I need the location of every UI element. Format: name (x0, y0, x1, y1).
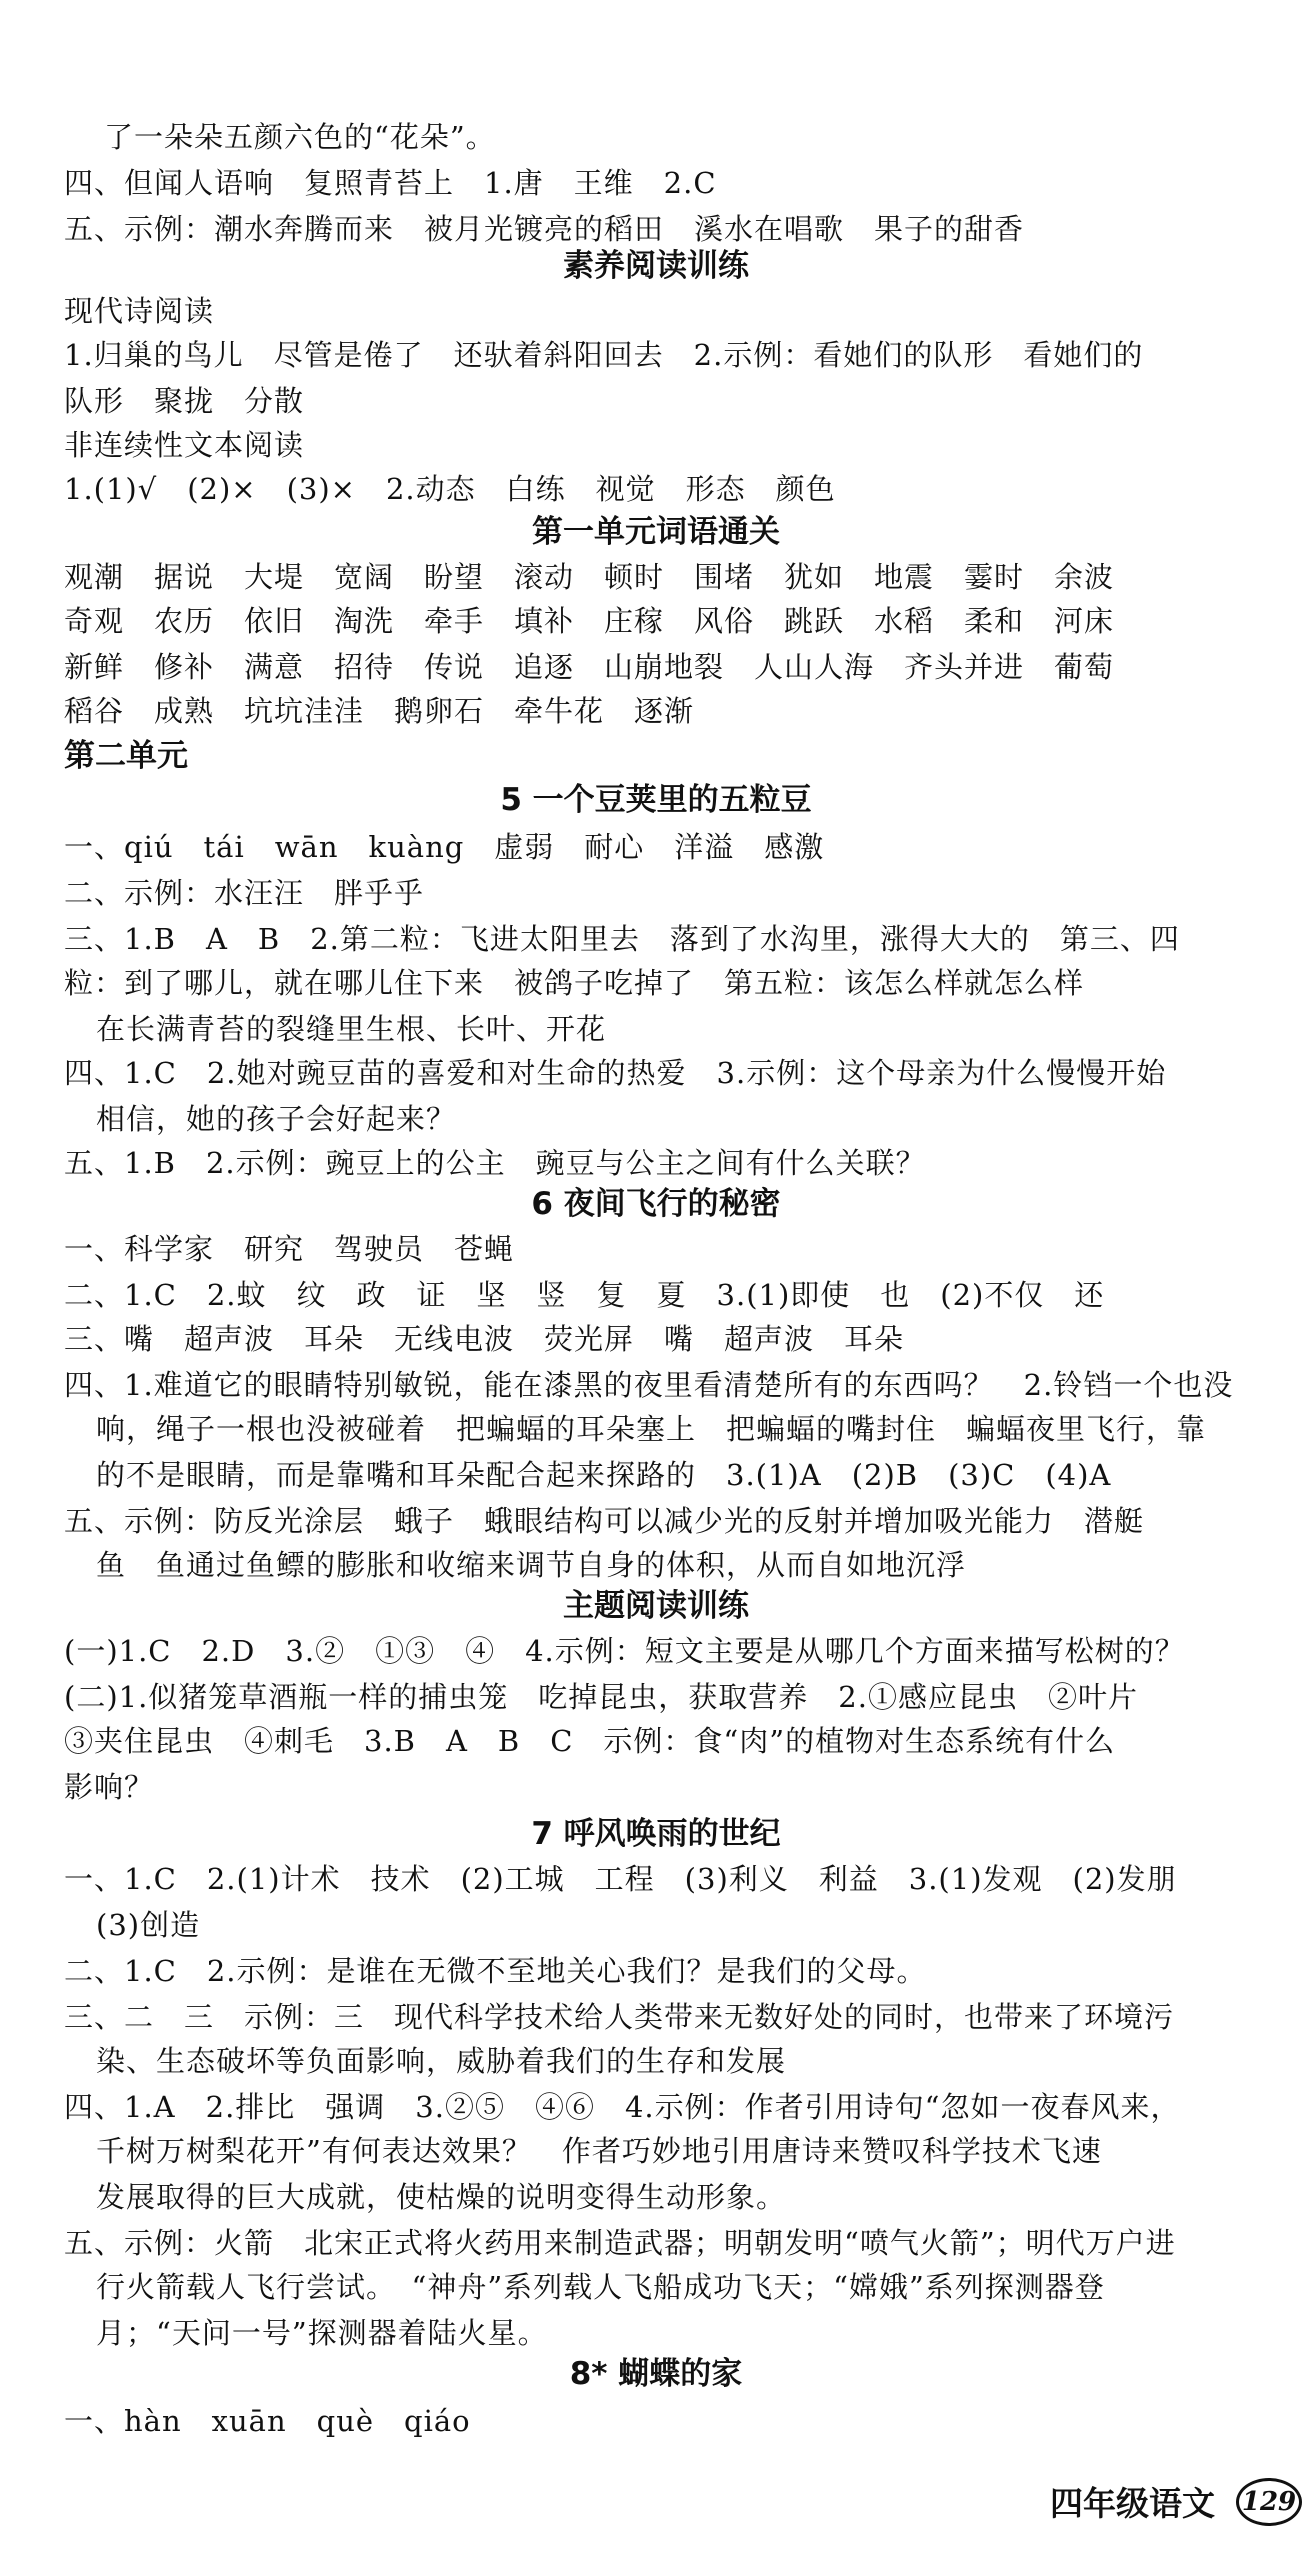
text-line: 响，绳子一根也没被碰着 把蝙蝠的耳朵塞上 把蝙蝠的嘴封住 蝙蝠夜里飞行，靠 (96, 1412, 1207, 1446)
text-line: 的不是眼睛，而是靠嘴和耳朵配合起来探路的 3.(1)A (2)B (3)C (4)A (96, 1458, 1112, 1492)
page-number: 129 (1241, 2487, 1297, 2517)
text-line: 一、1.C 2.(1)计术 技术 (2)工城 工程 (3)利义 利益 3.(1)发观 (2)发朋 (64, 1862, 1177, 1896)
text-line: 二、1.C 2.示例：是谁在无微不至地关心我们？是我们的父母。 (64, 1954, 927, 1988)
text-line: (二)1.似猪笼草酒瓶一样的捕虫笼 吃掉昆虫，获取营养 2.①感应昆虫 ②叶片 (64, 1680, 1138, 1714)
lesson-heading-7: 7 呼风唤雨的世纪 (531, 1816, 781, 1852)
text-line: 二、示例：水汪汪 胖乎乎 (64, 876, 425, 910)
text-line: 相信，她的孩子会好起来？ (96, 1102, 457, 1136)
section-heading-zhuti: 主题阅读训练 (563, 1588, 749, 1624)
section-heading-ciyu: 第一单元词语通关 (532, 514, 780, 550)
text-line: 染、生态破坏等负面影响，威胁着我们的生存和发展 (96, 2044, 787, 2078)
text-line: 发展取得的巨大成就，使枯燥的说明变得生动形象。 (96, 2180, 787, 2214)
text-line: 四、1.A 2.排比 强调 3.②⑤ ④⑥ 4.示例：作者引用诗句“忽如一夜春风来， (64, 2090, 1181, 2124)
text-line: 千树万树梨花开”有何表达效果？ 作者巧妙地引用唐诗来赞叹科学技术飞速 (96, 2134, 1102, 2168)
text-line: 二、1.C 2.蚊 纹 政 证 坚 竖 复 夏 3.(1)即使 也 (2)不仅 还 (64, 1278, 1105, 1312)
text-line: 了一朵朵五颜六色的“花朵”。 (104, 120, 496, 154)
text-line: 鱼 鱼通过鱼鳔的膨胀和收缩来调节自身的体积，从而自如地沉浮 (96, 1548, 967, 1582)
text-line: 一、hàn xuān què qiáo (64, 2404, 471, 2438)
text-line: 四、1.C 2.她对豌豆苗的喜爱和对生命的热爱 3.示例：这个母亲为什么慢慢开始 (64, 1056, 1167, 1090)
page-number-badge (1236, 2478, 1302, 2526)
text-line: 观潮 据说 大堤 宽阔 盼望 滚动 顿时 围堵 犹如 地震 霎时 余波 (64, 560, 1115, 594)
text-line: 三、嘴 超声波 耳朵 无线电波 荧光屏 嘴 超声波 耳朵 (64, 1322, 905, 1356)
text-line: (3)创造 (96, 1908, 201, 1942)
text-line: 1.(1)√ (2)× (3)× 2.动态 白练 视觉 形态 颜色 (64, 472, 836, 506)
text-line: 三、1.B A B 2.第二粒：飞进太阳里去 落到了水沟里，涨得大大的 第三、四 (64, 922, 1180, 956)
text-line: 四、但闻人语响 复照青苔上 1.唐 王维 2.C (64, 166, 717, 200)
text-line: 非连续性文本阅读 (64, 428, 305, 462)
text-line: 在长满青苔的裂缝里生根、长叶、开花 (96, 1012, 607, 1046)
text-line: 四、1.难道它的眼睛特别敏锐，能在漆黑的夜里看清楚所有的东西吗？ 2.铃铛一个也没 (64, 1368, 1234, 1402)
text-line: ③夹住昆虫 ④刺毛 3.B A B C 示例：食“肉”的植物对生态系统有什么 (64, 1724, 1116, 1758)
text-line: 五、示例：潮水奔腾而来 被月光镀亮的稻田 溪水在唱歌 果子的甜香 (64, 212, 1025, 246)
text-line: 月；“天问一号”探测器着陆火星。 (96, 2316, 548, 2350)
lesson-heading-8: 8* 蝴蝶的家 (569, 2356, 743, 2392)
text-line: 五、1.B 2.示例：豌豆上的公主 豌豆与公主之间有什么关联？ (64, 1146, 926, 1180)
text-line: 三、二 三 示例：三 现代科学技术给人类带来无数好处的同时，也带来了环境污 (64, 2000, 1175, 2034)
text-line: 行火箭载人飞行尝试。 “神舟”系列载人飞船成功飞天；“嫦娥”系列探测器登 (96, 2270, 1105, 2304)
text-line: 五、示例：防反光涂层 蛾子 蛾眼结构可以减少光的反射并增加吸光能力 潜艇 (64, 1504, 1145, 1538)
text-line: 1.归巢的鸟儿 尽管是倦了 还驮着斜阳回去 2.示例：看她们的队形 看她们的 (64, 338, 1144, 372)
text-line: 稻谷 成熟 坑坑洼洼 鹅卵石 牵牛花 逐渐 (64, 694, 695, 728)
text-line: 队形 聚拢 分散 (64, 384, 305, 418)
text-line: 影响？ (64, 1770, 155, 1804)
section-heading-suyang: 素养阅读训练 (563, 248, 749, 284)
text-line: 奇观 农历 依旧 淘洗 牵手 填补 庄稼 风俗 跳跃 水稻 柔和 河床 (64, 604, 1115, 638)
text-line: 新鲜 修补 满意 招待 传说 追逐 山崩地裂 人山人海 齐头并进 葡萄 (64, 650, 1115, 684)
text-line: 一、qiú tái wān kuàng 虚弱 耐心 洋溢 感激 (64, 830, 825, 864)
text-line: 粒：到了哪儿，就在哪儿住下来 被鸽子吃掉了 第五粒：该怎么样就怎么样 (64, 966, 1085, 1000)
unit-heading: 第二单元 (64, 738, 188, 774)
text-line: 现代诗阅读 (64, 294, 215, 328)
grade-subject-label: 四年级语文 (1050, 2484, 1215, 2523)
lesson-heading-6: 6 夜间飞行的秘密 (531, 1186, 781, 1222)
lesson-heading-5: 5 一个豆荚里的五粒豆 (500, 782, 812, 818)
text-line: (一)1.C 2.D 3.② ①③ ④ 4.示例：短文主要是从哪几个方面来描写松树的？ (64, 1634, 1185, 1668)
text-line: 五、示例：火箭 北宋正式将火药用来制造武器；明朝发明“喷气火箭”；明代万户进 (64, 2226, 1176, 2260)
text-line: 一、科学家 研究 驾驶员 苍蝇 (64, 1232, 515, 1266)
